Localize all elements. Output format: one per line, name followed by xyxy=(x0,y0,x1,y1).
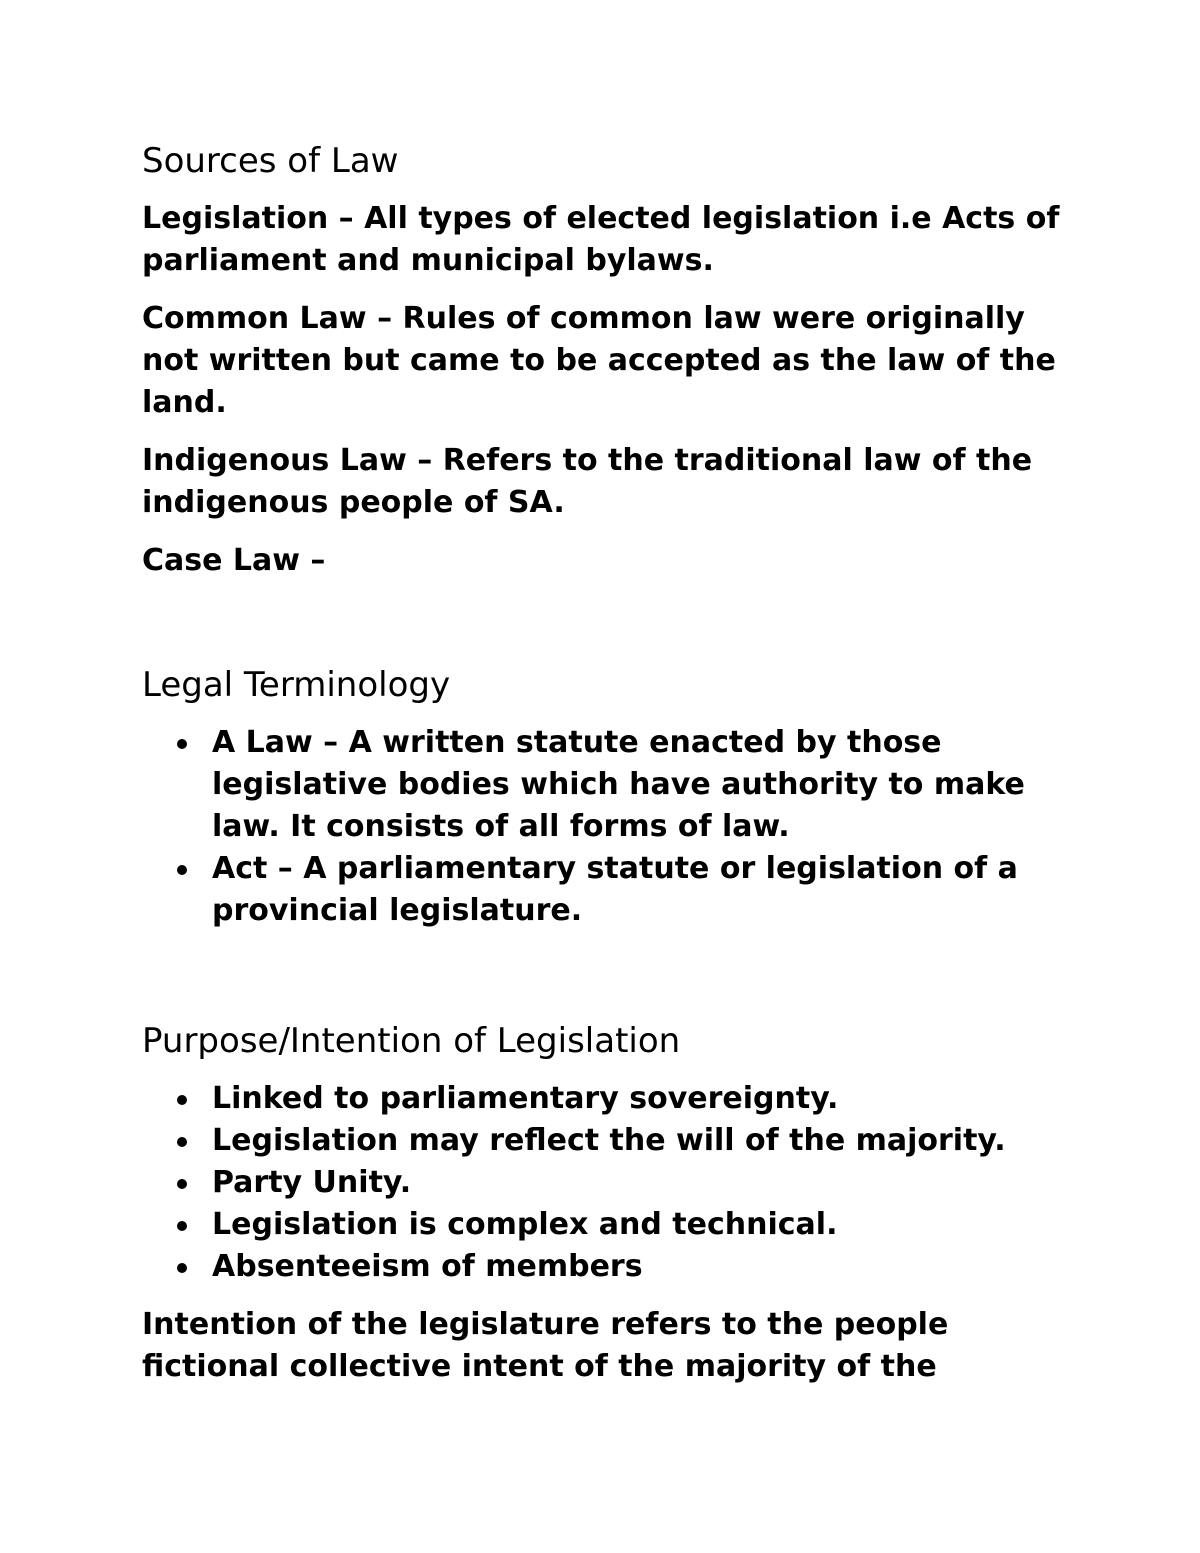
list-item-text: Linked to parliamentary sovereignty. xyxy=(212,1081,839,1116)
list-item-text: Act – A parliamentary statute or legislation of a provincial legislature. xyxy=(212,851,1018,928)
list-item-text: Legislation is complex and technical. xyxy=(212,1207,838,1242)
bullet-icon xyxy=(177,1095,187,1105)
bullet-icon xyxy=(177,1263,187,1273)
paragraph-legislation: Legislation – All types of elected legislation i.e Acts of parliament and municipal bylaws. xyxy=(142,201,1060,278)
list-item-text: Party Unity. xyxy=(212,1165,412,1200)
bullet-icon xyxy=(177,1179,187,1189)
list-item xyxy=(142,1078,1072,1120)
paragraph-case-law: Case Law – xyxy=(142,543,326,578)
section-heading-sources: Sources of Law xyxy=(142,141,399,181)
bullet-icon xyxy=(177,1137,187,1147)
paragraph-intention: Intention of the legislature refers to the people fictional collective intent of the majority of the xyxy=(142,1307,949,1384)
list-item xyxy=(142,1204,1072,1246)
list-item-text: A Law – A written statute enacted by those legislative bodies which have authority to make law. It consists of all forms of law. xyxy=(212,725,1025,844)
list-item-text: Absenteeism of members xyxy=(212,1249,643,1284)
bullet-icon xyxy=(177,865,187,875)
list-item xyxy=(142,1162,1072,1204)
document-page xyxy=(142,140,1072,1388)
list-item xyxy=(142,722,1072,848)
paragraph-common-law: Common Law – Rules of common law were originally not written but came to be accepted as the law of the land. xyxy=(142,301,1056,420)
paragraph-indigenous-law: Indigenous Law – Refers to the traditional law of the indigenous people of SA. xyxy=(142,443,1033,520)
section-heading-purpose: Purpose/Intention of Legislation xyxy=(142,1021,681,1061)
purpose-list xyxy=(142,1078,1072,1288)
terminology-list xyxy=(142,722,1072,932)
section-heading-terminology: Legal Terminology xyxy=(142,665,451,705)
list-item xyxy=(142,1120,1072,1162)
bullet-icon xyxy=(177,739,187,749)
list-item-text: Legislation may reflect the will of the majority. xyxy=(212,1123,1006,1158)
list-item xyxy=(142,1246,1072,1288)
list-item xyxy=(142,848,1072,932)
bullet-icon xyxy=(177,1221,187,1231)
